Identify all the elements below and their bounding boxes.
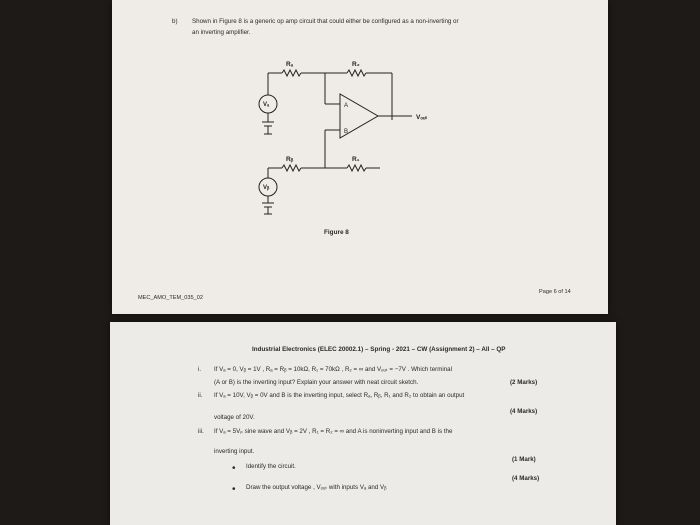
item-ii-line2: voltage of 20V. xyxy=(214,414,255,421)
label-va: Vₐ xyxy=(263,102,270,108)
terminal-b-label: B xyxy=(344,129,349,135)
doc-code-footer: MEC_AMO_TEM_035_02 xyxy=(138,295,203,301)
bullet-2-text: Draw the output voltage , Vₒᵤₜ with inputs Vₐ and Vᵦ xyxy=(246,484,387,491)
label-vb: Vᵦ xyxy=(263,185,270,191)
label-ra: Rₐ xyxy=(286,61,294,68)
item-ii-line1: If Vₐ = 10V, Vᵦ = 0V and B is the inverting input, select Rₐ, Rᵦ, R₁ and R₂ to obtain an output xyxy=(214,392,465,399)
top-page xyxy=(112,0,608,314)
label-vout: Vₒᵤₜ xyxy=(416,114,428,121)
item-i-line1: If Vₐ = 0, Vᵦ = 1V , Rₐ = Rᵦ = 10kΩ, R₁ = 70kΩ , R₂ = ∞ and Vₒᵤₜ = −7V . Which terminal xyxy=(214,366,452,373)
bullet-1-text: Identify the circuit. xyxy=(246,463,296,470)
bullet-dot: • xyxy=(232,463,236,474)
item-i-marks: (2 Marks) xyxy=(510,379,538,386)
bullet-1-marks: (1 Mark) xyxy=(512,456,536,463)
question-b-intro-line2: an inverting amplifier. xyxy=(192,29,251,36)
resistor-r2 xyxy=(347,70,366,76)
item-iii-number: iii. xyxy=(198,428,204,435)
course-header: Industrial Electronics (ELEC 20002.1) – Spring - 2021 – CW (Assignment 2) – All – QP xyxy=(252,346,506,353)
resistor-ra xyxy=(282,70,301,76)
label-r1: R₁ xyxy=(352,156,360,163)
op-amp-circuit-figure xyxy=(112,0,608,314)
label-rb: Rᵦ xyxy=(286,156,294,163)
terminal-a-label: A xyxy=(344,103,349,109)
bottom-page xyxy=(110,322,616,525)
item-iii-line1: If Vₐ = 5Vₚ sine wave and Vᵦ = 2V , R₁ = R₂ = ∞ and A is noninverting input and B is the xyxy=(214,428,453,435)
question-b-intro-line1: Shown in Figure 8 is a generic op amp circuit that could either be configured as a non-inverting or xyxy=(192,18,459,25)
resistor-rb xyxy=(282,165,301,171)
resistor-r1 xyxy=(347,165,366,171)
item-i-number: i. xyxy=(198,366,202,373)
figure-caption: Figure 8 xyxy=(324,229,349,236)
page-number-footer: Page 6 of 14 xyxy=(539,289,571,295)
item-iii-line2: inverting input. xyxy=(214,448,255,455)
bullet-dot: • xyxy=(232,484,236,495)
bullet-2-marks: (4 Marks) xyxy=(512,475,540,482)
label-r2: R₂ xyxy=(352,61,360,68)
item-i-line2: (A or B) is the inverting input? Explain your answer with neat circuit sketch. xyxy=(214,379,419,386)
item-ii-marks: (4 Marks) xyxy=(510,408,538,415)
question-b-label: b) xyxy=(172,18,178,25)
item-ii-number: ii. xyxy=(198,392,203,399)
